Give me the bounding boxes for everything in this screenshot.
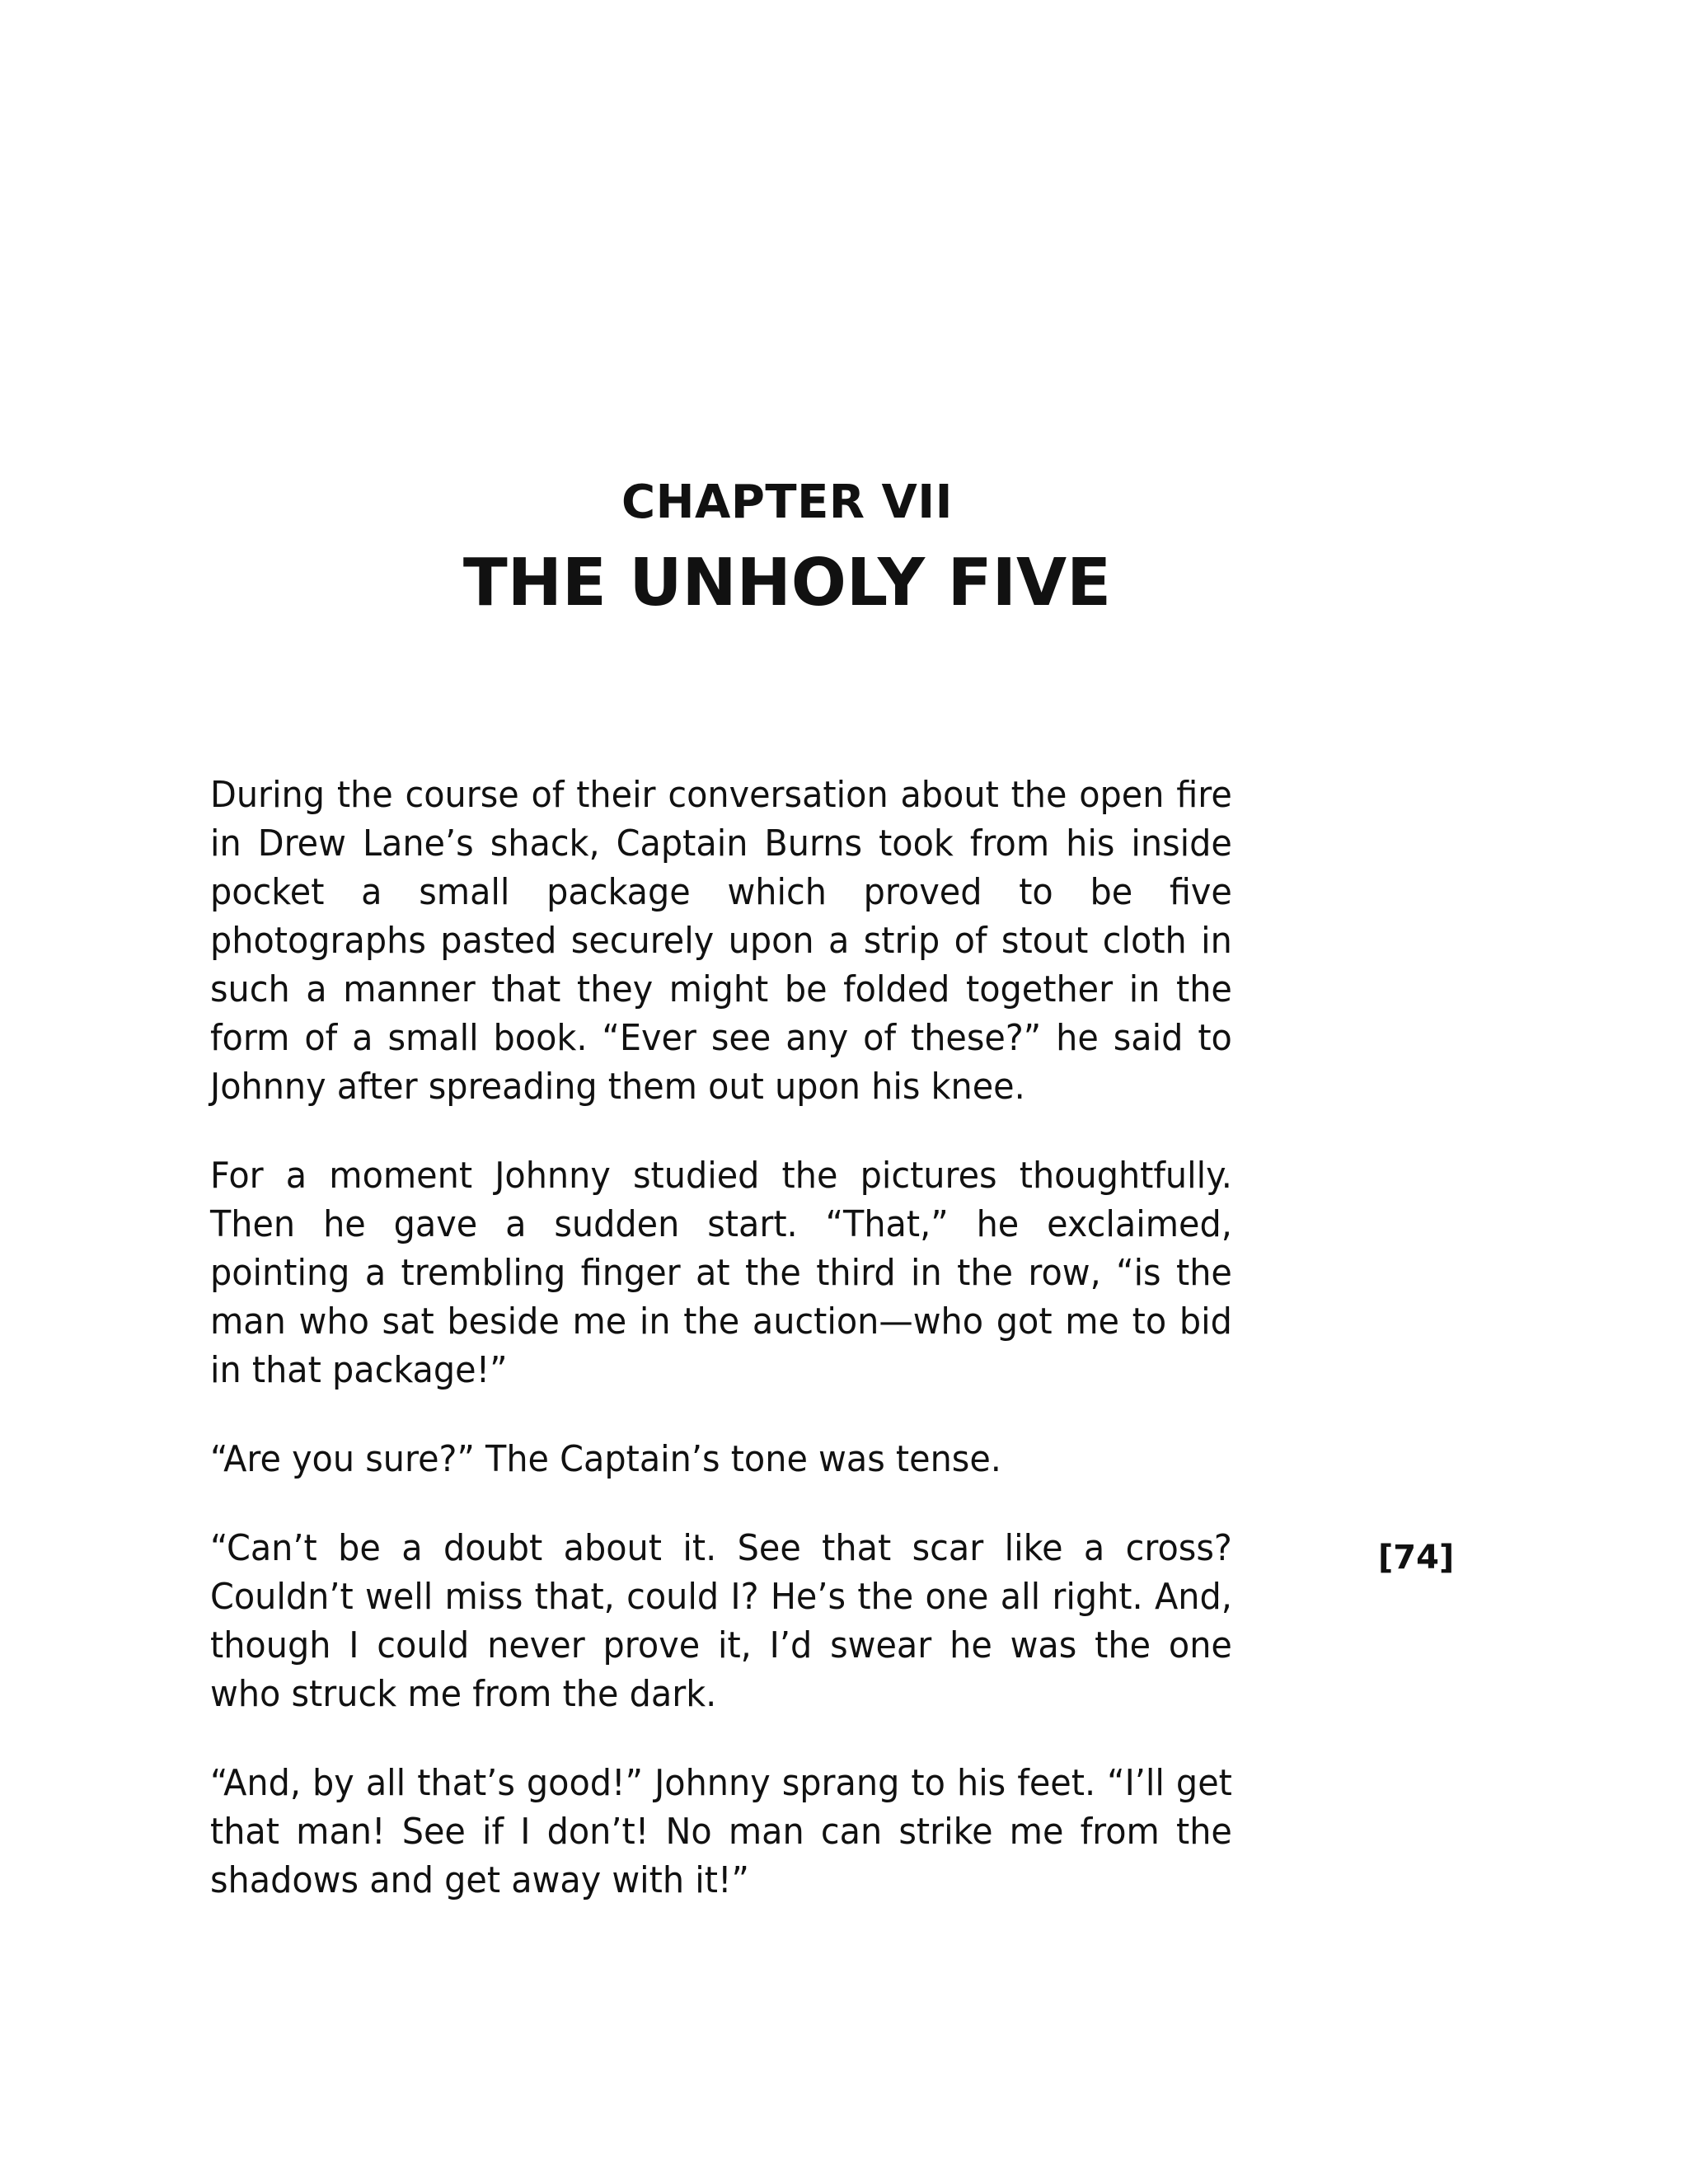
paragraph-4: “Can’t be a doubt about it. See that scar like a cross? Couldn’t well miss that, could I? He’s the one all right. And, though I could never prove it, I’d swear he was the one who struck me from the dark. bbox=[210, 1527, 1232, 1715]
page-number: [74] bbox=[1378, 1539, 1455, 1577]
chapter-title: THE UNHOLY FIVE bbox=[462, 545, 1112, 621]
paragraph-5: “And, by all that’s good!” Johnny sprang to his feet. “I’ll get that man! See if I don’t! No man can strike me from the shadows and get away with it!” bbox=[210, 1762, 1232, 1901]
paragraph-3: “Are you sure?” The Captain’s tone was tense. bbox=[210, 1438, 1001, 1480]
chapter-body bbox=[210, 771, 1232, 1945]
chapter-number: CHAPTER VII bbox=[621, 476, 953, 529]
paragraph-1: During the course of their conversation about the open fire in Drew Lane’s shack, Captain Burns took from his inside pocket a small package which proved to be five photographs pasted securely upon a strip of stout cloth in such a manner that they might be folded together in the form of a small book. “Ever see any of these?” he said to Johnny after spreading them out upon his knee. bbox=[210, 774, 1232, 1108]
paragraph-2: For a moment Johnny studied the pictures thoughtfully. Then he gave a sudden start. “That,” he exclaimed, pointing a trembling finger at the third in the row, “is the man who sat beside me in the auction—who got me to bid in that package!” bbox=[210, 1155, 1232, 1391]
